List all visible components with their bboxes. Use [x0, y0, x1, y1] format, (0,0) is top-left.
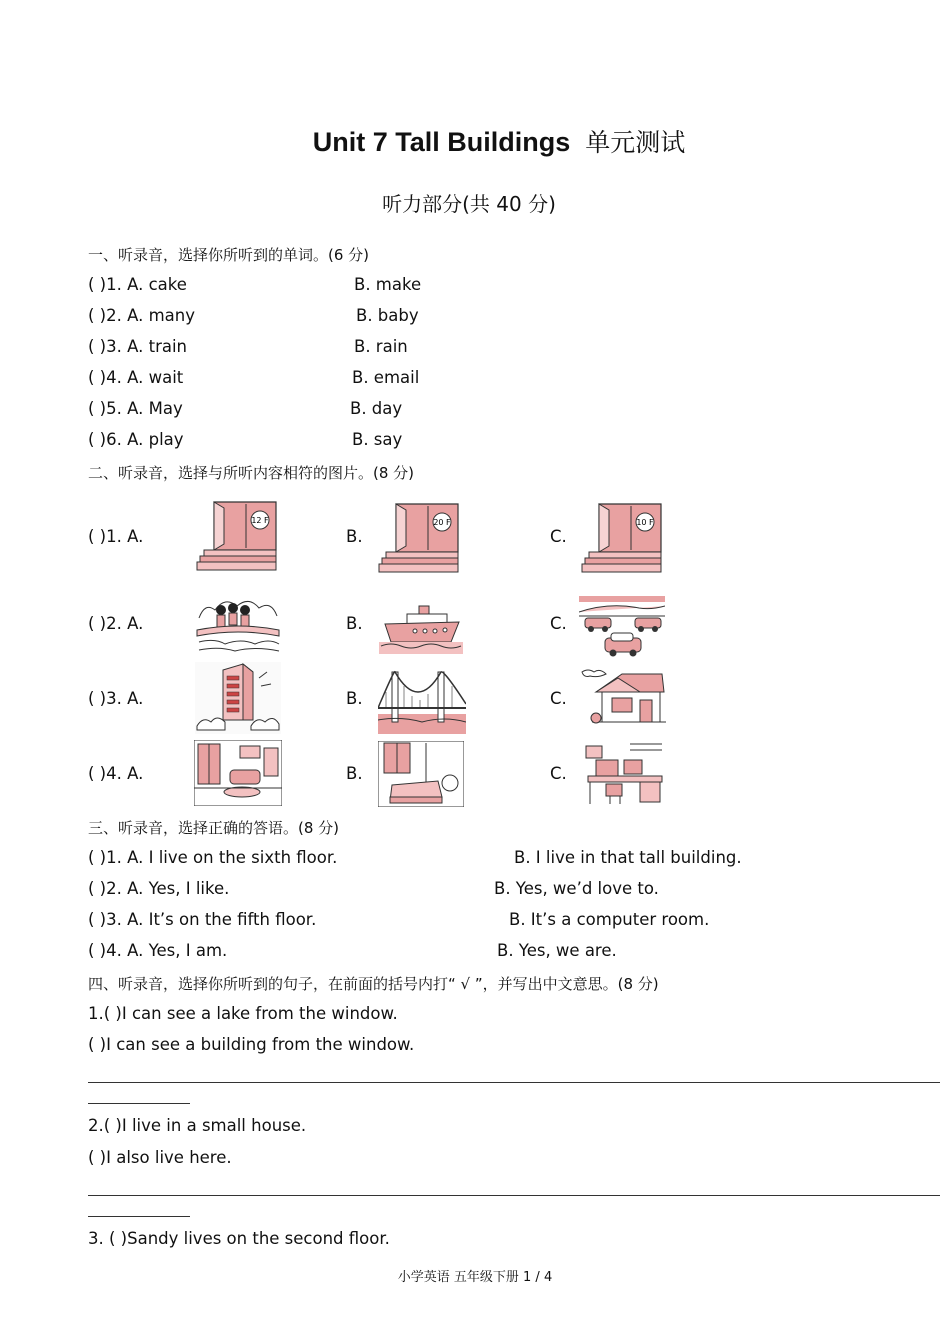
page-title — [0, 123, 950, 159]
s3-item-1-b: B. I live in that tall building. — [514, 848, 742, 867]
floor-sign-10f: 10 F — [636, 518, 654, 527]
section-3-heading: 三、听录音，选择正确的答语。(8 分) — [88, 819, 340, 837]
house-picture — [578, 666, 666, 730]
s1-item-4-b: B. email — [352, 368, 420, 387]
s2-item-4-a: ( )4. A. — [88, 764, 144, 783]
s1-item-3-b: B. rain — [354, 337, 408, 356]
answer-line-1[interactable] — [88, 1082, 940, 1083]
bedroom-picture — [378, 741, 464, 807]
s4-line-4: ( )I also live here. — [88, 1148, 232, 1167]
answer-line-2-cont[interactable] — [88, 1216, 190, 1217]
s3-item-2-b: B. Yes, we’d love to. — [494, 879, 659, 898]
section-4-heading: 四、听录音，选择你所听到的句子，在前面的括号内打“ √ ”，并写出中文意思。(8 分) — [88, 975, 659, 993]
s2-item-2-b: B. — [346, 614, 363, 633]
s4-line-2: ( )I can see a building from the window. — [88, 1035, 415, 1054]
stairs-20f-picture — [378, 502, 460, 576]
floor-sign-12f: 12 F — [251, 516, 269, 525]
s2-item-1-b: B. — [346, 527, 363, 546]
floor-sign-20f: 20 F — [433, 518, 451, 527]
s2-item-1-c: C. — [550, 527, 567, 546]
ship-picture — [379, 600, 463, 654]
s4-line-3: 2.( )I live in a small house. — [88, 1116, 307, 1135]
stairs-10f-picture — [581, 502, 663, 576]
computer-room-picture — [584, 740, 664, 806]
bridge-picture — [378, 664, 466, 734]
page-footer: 小学英语 五年级下册 1 / 4 — [397, 1270, 553, 1285]
answer-line-2[interactable] — [88, 1195, 940, 1196]
s3-item-4-a: ( )4. A. Yes, I am. — [88, 941, 228, 960]
title-english: Unit 7 Tall Buildings — [312, 127, 571, 157]
s4-line-5: 3. ( )Sandy lives on the second floor. — [88, 1229, 390, 1248]
section-1-heading: 一、听录音，选择你所听到的单词。(6 分) — [88, 246, 370, 264]
s2-item-1-a: ( )1. A. — [88, 527, 144, 546]
s1-item-2-b: B. baby — [356, 306, 419, 325]
s1-item-5-b: B. day — [350, 399, 403, 418]
s3-item-3-a: ( )3. A. It’s on the fifth floor. — [88, 910, 317, 929]
s2-item-2-a: ( )2. A. — [88, 614, 144, 633]
s1-item-1-a: ( )1. A. cake — [88, 275, 187, 294]
s2-item-3-a: ( )3. A. — [88, 689, 144, 708]
s1-item-6-a: ( )6. A. play — [88, 430, 184, 449]
s1-item-5-a: ( )5. A. May — [88, 399, 183, 418]
s2-item-4-c: C. — [550, 764, 567, 783]
section-subtitle: 听力部分(共 40 分) — [382, 192, 556, 216]
s2-item-4-b: B. — [346, 764, 363, 783]
s1-item-1-b: B. make — [354, 275, 422, 294]
section-2-heading: 二、听录音，选择与所听内容相符的图片。(8 分) — [88, 464, 415, 482]
s3-item-4-b: B. Yes, we are. — [497, 941, 617, 960]
cars-on-road-picture — [579, 596, 665, 658]
tall-building-picture — [195, 662, 281, 734]
s3-item-1-a: ( )1. A. I live on the sixth floor. — [88, 848, 338, 867]
s2-item-2-c: C. — [550, 614, 567, 633]
s2-item-3-b: B. — [346, 689, 363, 708]
s1-item-3-a: ( )3. A. train — [88, 337, 187, 356]
s2-item-3-c: C. — [550, 689, 567, 708]
s1-item-2-a: ( )2. A. many — [88, 306, 196, 325]
title-chinese: 单元测试 — [585, 129, 686, 157]
s3-item-3-b: B. It’s a computer room. — [509, 910, 710, 929]
s1-item-4-a: ( )4. A. wait — [88, 368, 184, 387]
s3-item-2-a: ( )2. A. Yes, I like. — [88, 879, 230, 898]
stairs-12f-picture — [196, 500, 278, 574]
s1-item-6-b: B. say — [352, 430, 403, 449]
living-room-picture — [194, 740, 282, 806]
children-on-bridge-picture — [195, 596, 281, 654]
answer-line-1-cont[interactable] — [88, 1103, 190, 1104]
s4-line-1: 1.( )I can see a lake from the window. — [88, 1004, 398, 1023]
